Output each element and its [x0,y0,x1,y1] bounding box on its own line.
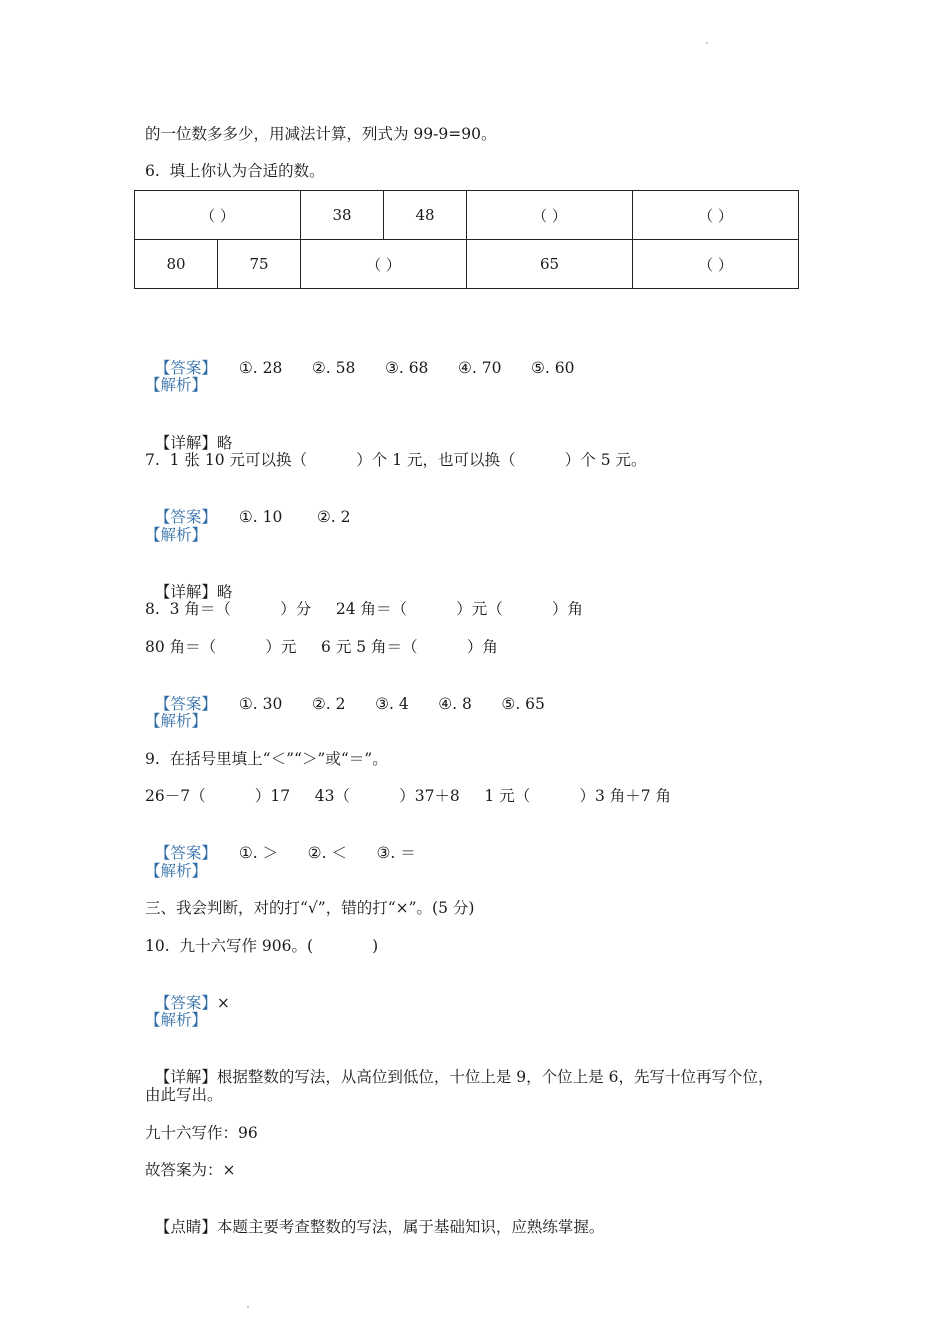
answer-text: ①. 10 ②. 2 [238,508,351,526]
table-cell: 48 [384,191,467,240]
table-cell: 80 [135,240,218,289]
scan-dot-bottom [247,1306,249,1308]
table-cell: 75 [218,240,301,289]
point-text: 本题主要考查整数的写法，属于基础知识，应熟练掌握。 [216,1218,605,1236]
point-label: 【点睛】 [154,1218,217,1236]
q9-line2: 26－7（ ）17 43（ ）37＋8 1 元（ ）3 角＋7 角 [145,787,672,805]
detail-label: 【详解】 [154,434,217,452]
q9-question: 9. 在括号里填上“＜”“＞”或“＝”。 [145,750,388,768]
q6-answer-line [145,338,575,378]
section-three-heading: 三、我会判断，对的打“√”，错的打“×”。(5 分) [145,899,475,917]
q7-analysis-label: 【解析】 [145,526,208,544]
q10-answer-line [145,973,230,1013]
q6-detail-line [145,413,232,453]
table-cell[interactable]: （ ） [633,191,799,240]
q7-answer-line [145,487,350,527]
answer-label: 【答案】 [154,695,217,713]
table-row [135,191,799,240]
detail-text: 根据整数的写法，从高位到低位，十位上是 9，个位上是 6，先写十位再写个位， [216,1068,774,1086]
q9-analysis-label: 【解析】 [145,862,208,880]
answer-label: 【答案】 [154,508,217,526]
q10-question: 10. 九十六写作 906。( ) [145,937,379,955]
q8-answer-line [145,674,545,714]
table-cell[interactable]: （ ） [633,240,799,289]
q7-question: 7. 1 张 10 元可以换（ ）个 1 元，也可以换（ ）个 5 元。 [145,451,647,469]
answer-label: 【答案】 [154,359,217,377]
answer-label: 【答案】 [154,844,217,862]
table-cell: 65 [467,240,633,289]
intro-line: 的一位数多多少，用减法计算，列式为 99-9=90。 [145,125,497,143]
q9-answer-line [145,823,416,863]
q10-detail-line3: 九十六写作：96 [145,1124,258,1142]
answer-text: ①. 28 ②. 58 ③. 68 ④. 70 ⑤. 60 [238,359,575,377]
scan-dot-top [706,42,708,44]
answer-label: 【答案】 [154,994,217,1012]
detail-label: 【详解】 [154,1068,217,1086]
q8-line2: 80 角＝（ ）元 6 元 5 角＝（ ）角 [145,638,498,656]
answer-text: ①. ＞ ②. ＜ ③. ＝ [238,844,416,862]
detail-label: 【详解】 [154,583,217,601]
table-cell[interactable]: （ ） [301,240,467,289]
q6-analysis-label: 【解析】 [145,376,208,394]
answer-text: × [216,994,230,1012]
q10-detail-line2: 由此写出。 [145,1086,223,1104]
q10-detail-line [145,1047,773,1087]
q8-analysis-label: 【解析】 [145,712,208,730]
table-cell[interactable]: （ ） [135,191,301,240]
table-cell: 38 [301,191,384,240]
detail-text: 略 [216,583,233,601]
answer-text: ①. 30 ②. 2 ③. 4 ④. 8 ⑤. 65 [238,695,545,713]
q6-question: 6. 填上你认为合适的数。 [145,162,325,180]
table-row [135,240,799,289]
q6-number-table [134,190,799,289]
table-cell[interactable]: （ ） [467,191,633,240]
q7-detail-line [145,562,232,602]
q10-detail-line4: 故答案为：× [145,1161,236,1179]
q10-analysis-label: 【解析】 [145,1011,208,1029]
q8-question: 8. 3 角＝（ ）分 24 角＝（ ）元（ ）角 [145,600,584,618]
detail-text: 略 [216,434,233,452]
q10-point-line [145,1197,604,1237]
